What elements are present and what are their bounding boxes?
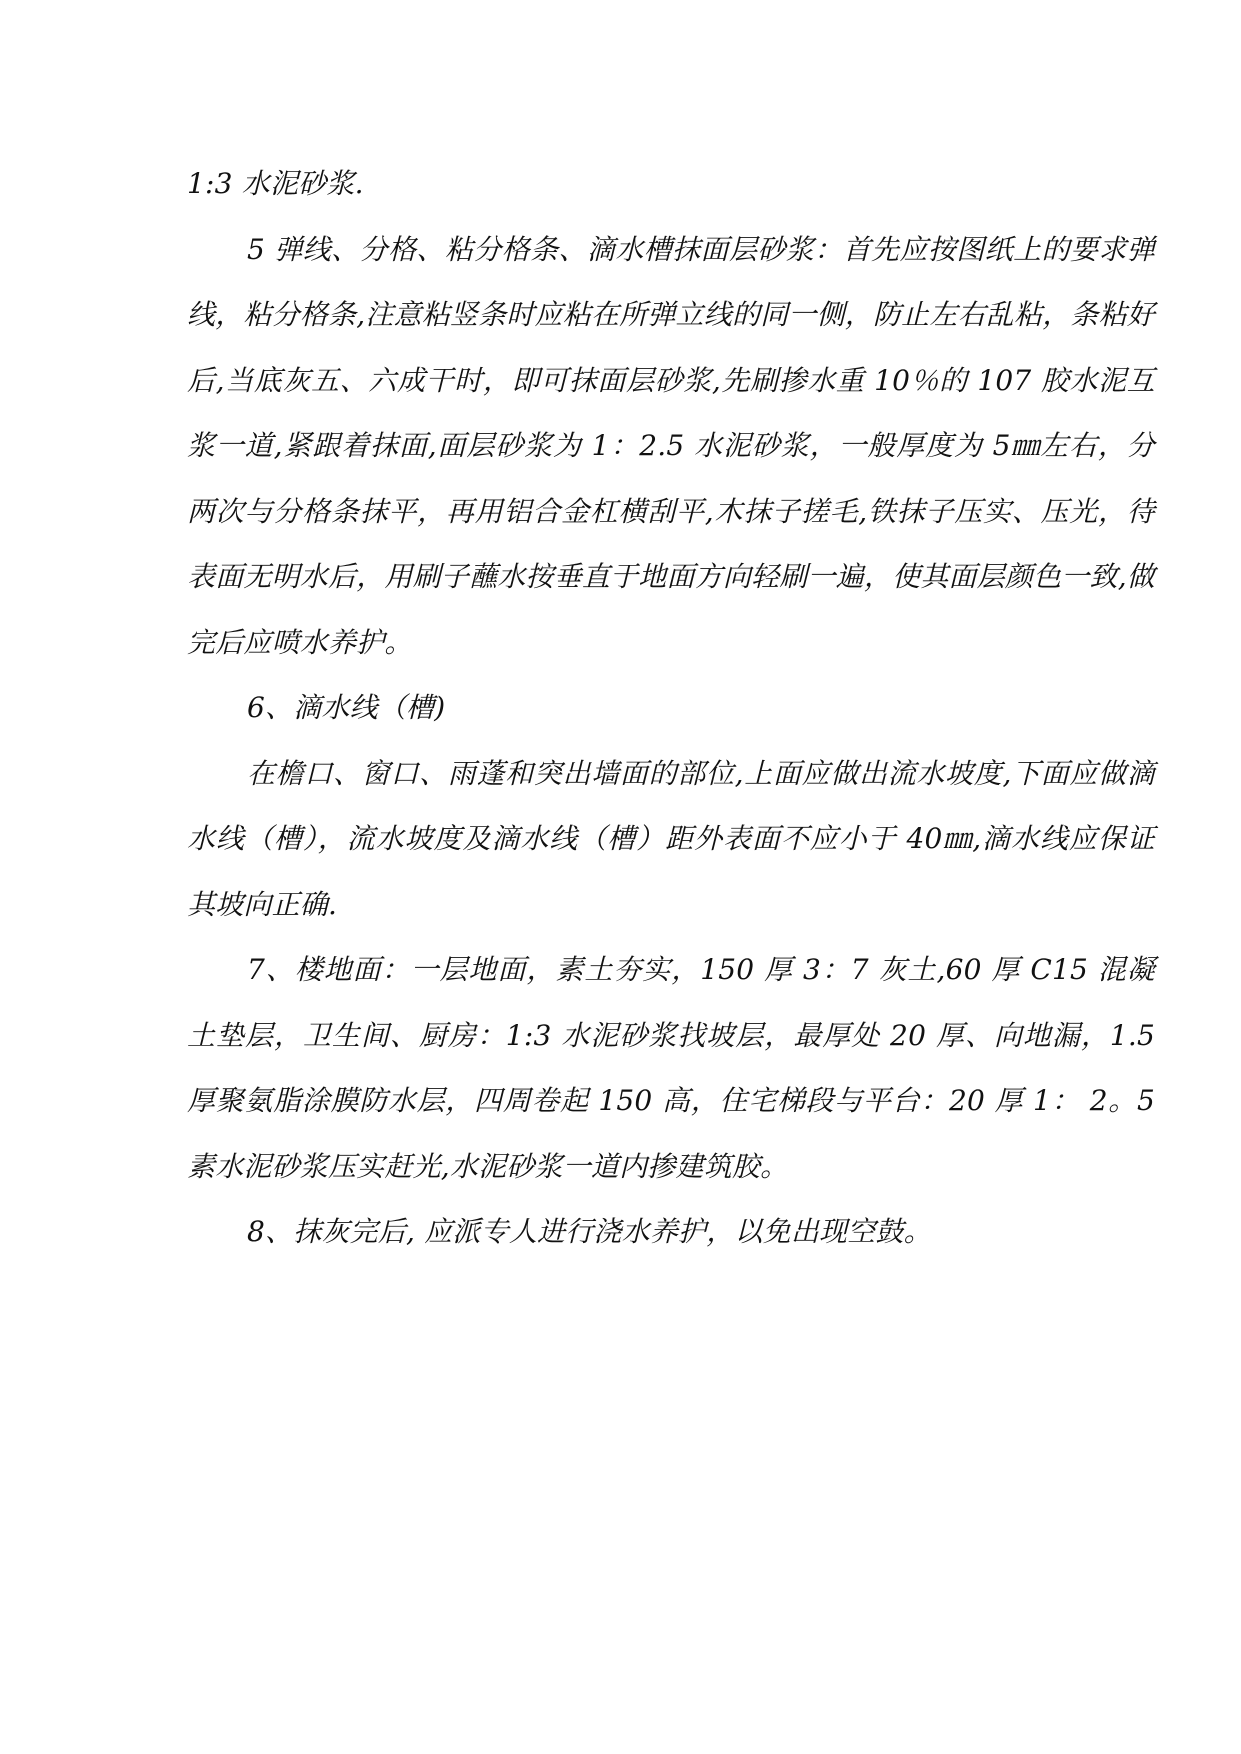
document-body bbox=[187, 151, 1155, 1265]
paragraph-step-8: 8、抹灰完后, 应派专人进行浇水养护，以免出现空鼓。 bbox=[247, 1215, 932, 1248]
paragraph-step-6-heading: 6、滴水线（槽) bbox=[247, 691, 446, 724]
paragraph-drip-line: 在檐口、窗口、雨蓬和突出墙面的部位,上面应做出流水坡度,下面应做滴水线（槽），流水坡度及滴水线（槽）距外表面不应小于 40㎜,滴水线应保证其坡向正确. bbox=[187, 756, 1155, 921]
paragraph-step-5: 5 弹线、分格、粘分格条、滴水槽抹面层砂浆：首先应按图纸上的要求弹线，粘分格条,注意粘竖条时应粘在所弹立线的同一侧，防止左右乱粘，条粘好后,当底灰五、六成干时，即可抹面层砂浆,先刷掺水重 10％的 107 胶水泥互浆一道,紧跟着抹面,面层砂浆为 1：2.5 水泥砂浆，一般厚度为 5㎜左右，分两次与分格条抹平，再用铝合金杠横刮平,木抹子搓毛,铁抹子压实、压光，待表面无明水后，用刷子蘸水按垂直于地面方向轻刷一遍，使其面层颜色一致,做完后应喷水养护。 bbox=[187, 232, 1155, 659]
paragraph-step-7: 7、楼地面：一层地面，素土夯实，150 厚 3：7 灰土,60 厚 C15 混凝土垫层，卫生间、厨房：1:3 水泥砂浆找坡层，最厚处 20 厚、向地漏，1.5 厚聚氨脂涂膜防水层，四周卷起 150 高，住宅梯段与平台：20 厚 1： 2。5 素水泥砂浆压实赶光,水泥砂浆一道内掺建筑胶。 bbox=[187, 953, 1155, 1183]
paragraph-mortar-ratio: 1:3 水泥砂浆. bbox=[187, 167, 364, 200]
